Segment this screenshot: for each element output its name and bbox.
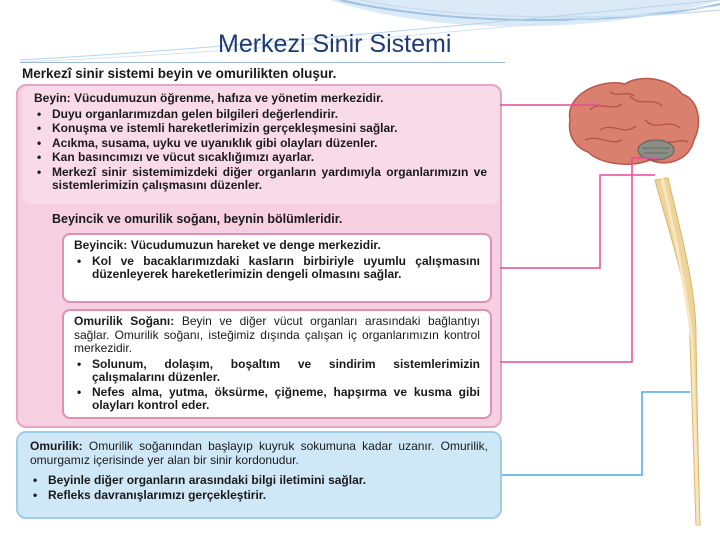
spinal-cord-connector	[502, 392, 690, 475]
brain-shape	[570, 79, 699, 165]
list-item: • Konuşma ve istemli hareketlerimizin gerçekleşmesini sağlar.	[34, 122, 487, 136]
medulla-bullet-list	[74, 358, 480, 413]
brain-heading-text: Vücudumuzun öğrenme, hafıza ve yönetim merkezidir.	[74, 91, 384, 105]
list-item: • Acıkma, susama, uyku ve uyanıklık gibi olayları düzenler.	[34, 137, 487, 151]
brain-heading: Beyin:	[34, 91, 71, 105]
spinal-cord-heading: Omurilik:	[30, 439, 83, 453]
spinal-cord-box	[16, 431, 502, 519]
list-item: • Refleks davranışlarımızı gerçekleştirir.	[30, 488, 488, 502]
list-item: • Nefes alma, yutma, öksürme, çiğneme, hapşırma ve kusma gibi olayları kontrol eder.	[74, 386, 480, 413]
title-underline	[20, 62, 505, 63]
spinal-cord-bullet-list	[30, 473, 488, 502]
subheading: Beyincik ve omurilik soğanı, beynin bölümleridir.	[52, 212, 343, 226]
list-item: • Merkezî sinir sistemimizdeki diğer organların yardımıyla organlarımızın ve sistemlerimizin çalışmasını düzenler.	[34, 166, 487, 193]
brain-bullet-list	[34, 108, 487, 193]
intro-text: Merkezî sinir sistemi beyin ve omurilikten oluşur.	[22, 66, 337, 81]
spinal-cord-heading-text: Omurilik soğanından başlayıp kuyruk sokumuna kadar uzanır. Omurilik, omurgamız içerisinde yer alan bir sinir kordonudur.	[30, 439, 488, 467]
medulla-heading: Omurilik Soğanı:	[74, 314, 175, 328]
list-item: • Kan basıncımızı ve vücut sıcaklığımızı ayarlar.	[34, 151, 487, 165]
list-item: • Duyu organlarımızdan gelen bilgileri değerlendirir.	[34, 108, 487, 122]
list-item: • Kol ve bacaklarımızdaki kasların birbiriyle uyumlu çalışmasını düzenleyerek hareketlerimizin dengeli olmasını sağlar.	[74, 255, 480, 282]
slide-title: Merkezi Sinir Sistemi	[218, 30, 452, 58]
cerebellum-shape	[638, 140, 674, 160]
nervous-system-illustration	[500, 60, 720, 540]
cerebellum-heading-text: Vücudumuzun hareket ve denge merkezidir.	[130, 238, 381, 252]
cerebellum-bullet-list	[74, 255, 480, 282]
medulla-heading-text: Beyin ve diğer vücut organları arasındaki bağlantıyı sağlar. Omurilik soğanı, isteğimiz dışında çalışan iç organlarımızın kontrol merkezidir.	[74, 314, 480, 355]
cerebellum-box	[62, 233, 492, 303]
brain-box	[22, 86, 499, 204]
list-item: • Solunum, dolaşım, boşaltım ve sindirim sistemlerimizin çalışmalarını düzenler.	[74, 358, 480, 385]
medulla-connector	[500, 158, 660, 362]
list-item: • Beyinle diğer organların arasındaki bilgi iletimini sağlar.	[30, 473, 488, 487]
medulla-box	[62, 309, 492, 419]
cerebellum-heading: Beyincik:	[74, 238, 128, 252]
